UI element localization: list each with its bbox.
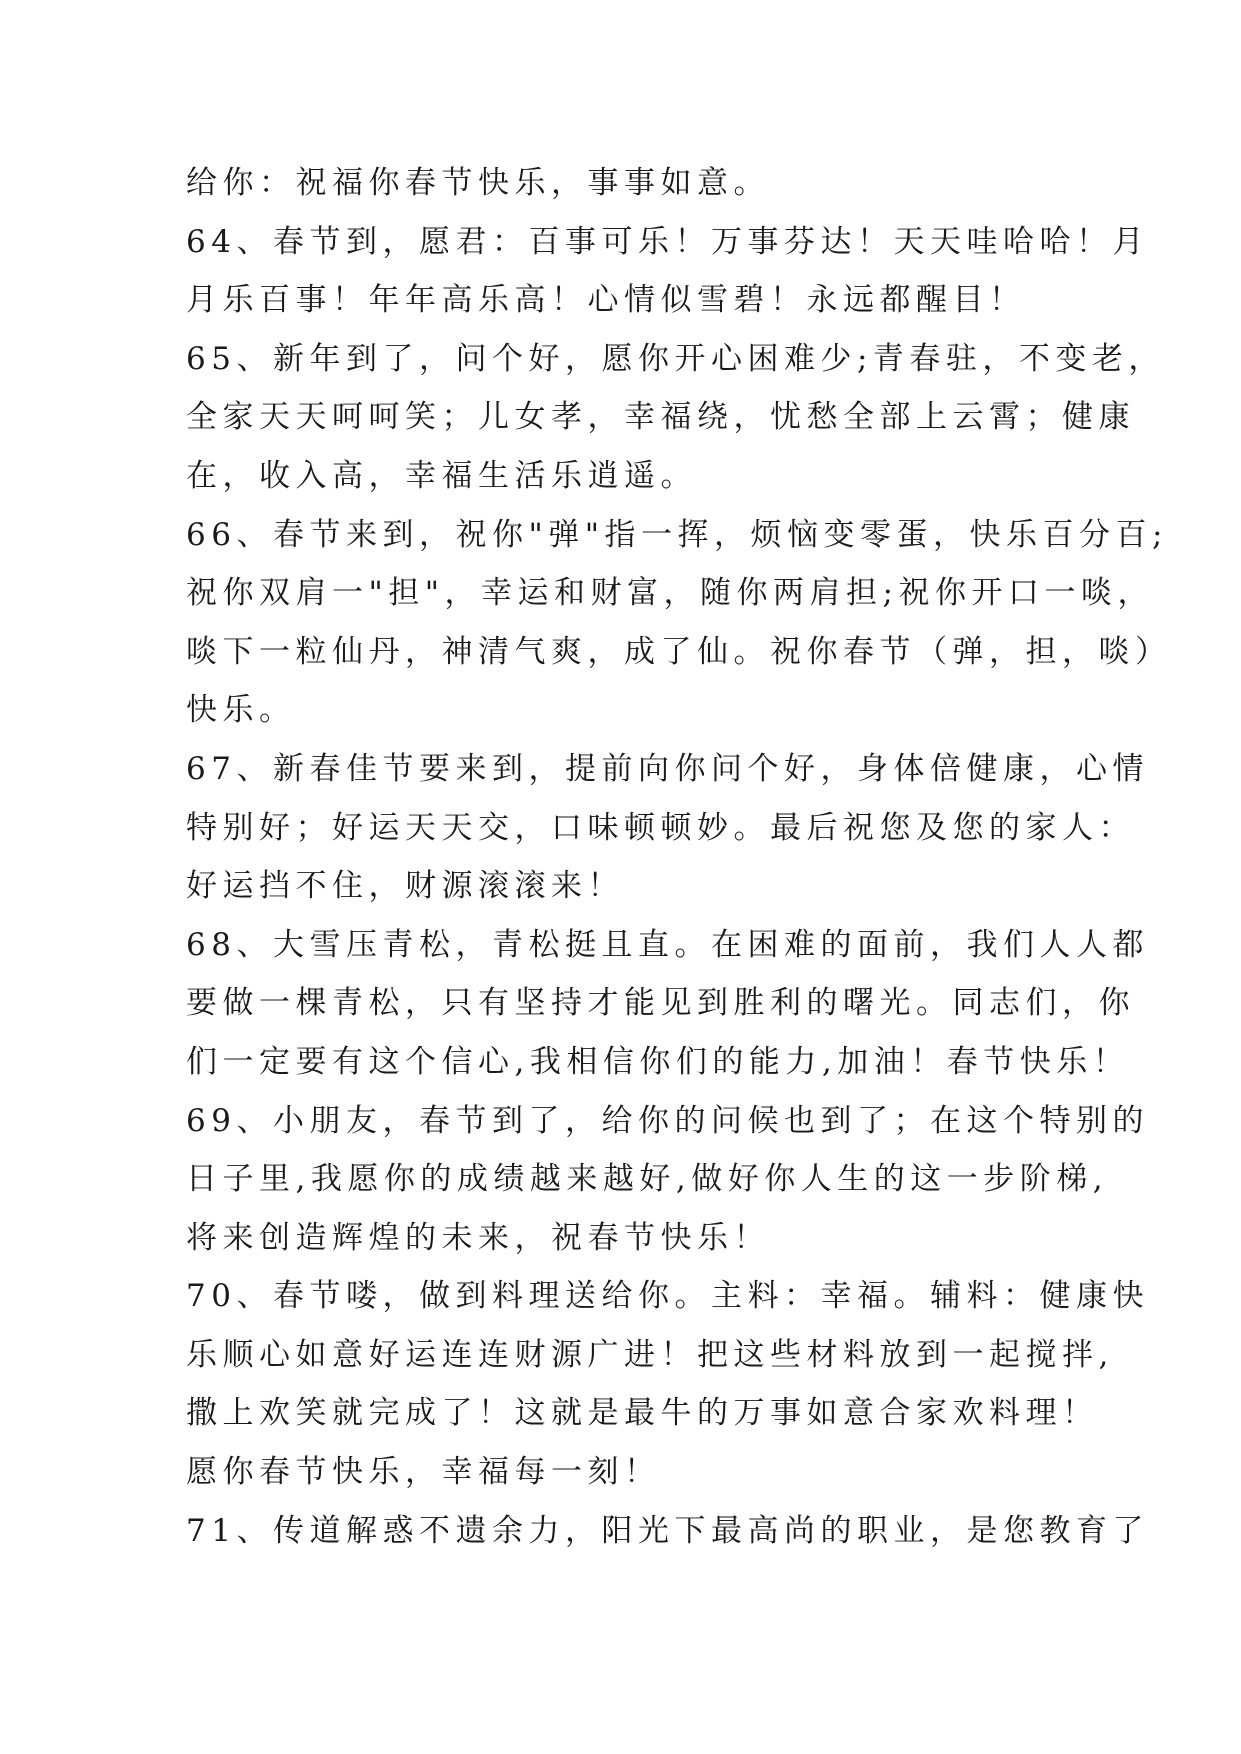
text-line: 将来创造辉煌的未来，祝春节快乐！	[186, 1219, 770, 1256]
text-line: 特别好；好运天天交，口味顿顿妙。最后祝您及您的家人：	[186, 809, 1135, 846]
text-line: 啖下一粒仙丹，神清气爽，成了仙。祝你春节（弹，担，啖）	[186, 633, 1172, 670]
text-line: 70、春节喽，做到料理送给你。主料：幸福。辅料：健康快	[186, 1278, 1149, 1315]
text-line: 65、新年到了，问个好，愿你开心困难少;青春驻，不变老，	[186, 340, 1165, 377]
text-line: 乐顺心如意好运连连财源广进！把这些材料放到一起搅拌,	[186, 1336, 1114, 1373]
text-line: 撒上欢笑就完成了！这就是最牛的万事如意合家欢料理！	[186, 1395, 1099, 1432]
text-line: 69、小朋友，春节到了，给你的问候也到了；在这个特别的	[186, 1102, 1149, 1139]
text-line: 要做一棵青松，只有坚持才能见到胜利的曙光。同志们，你	[186, 985, 1135, 1022]
text-line: 祝你双肩一"担"，幸运和财富，随你两肩担;祝你开口一啖，	[186, 575, 1154, 612]
text-line: 好运挡不住，财源滚滚来！	[186, 868, 624, 905]
text-line: 愿你春节快乐，幸福每一刻！	[186, 1454, 661, 1491]
text-line: 月乐百事！年年高乐高！心情似雪碧！永远都醒目！	[186, 282, 1026, 319]
text-line: 66、春节来到，祝你"弹"指一挥，烦恼变零蛋，快乐百分百;	[186, 516, 1168, 553]
text-line: 71、传道解惑不遗余力，阳光下最高尚的职业，是您教育了	[186, 1512, 1149, 1549]
text-line: 快乐。	[186, 692, 296, 729]
text-line: 日子里,我愿你的成绩越来越好,做好你人生的这一步阶梯,	[186, 1161, 1109, 1198]
text-line: 给你：祝福你春节快乐，事事如意。	[186, 165, 770, 201]
text-line: 68、大雪压青松，青松挺且直。在困难的面前，我们人人都	[186, 926, 1149, 963]
text-line: 67、新春佳节要来到，提前向你问个好，身体倍健康，心情	[186, 750, 1149, 787]
text-line: 64、春节到，愿君：百事可乐！万事芬达！天天哇哈哈！月	[186, 223, 1149, 260]
text-line: 们一定要有这个信心,我相信你们的能力,加油！春节快乐！	[186, 1043, 1130, 1080]
text-line: 全家天天呵呵笑；儿女孝，幸福绕，忧愁全部上云霄；健康	[186, 399, 1135, 436]
document-body	[186, 154, 1172, 1560]
text-line: 在，收入高，幸福生活乐逍遥。	[186, 457, 697, 494]
